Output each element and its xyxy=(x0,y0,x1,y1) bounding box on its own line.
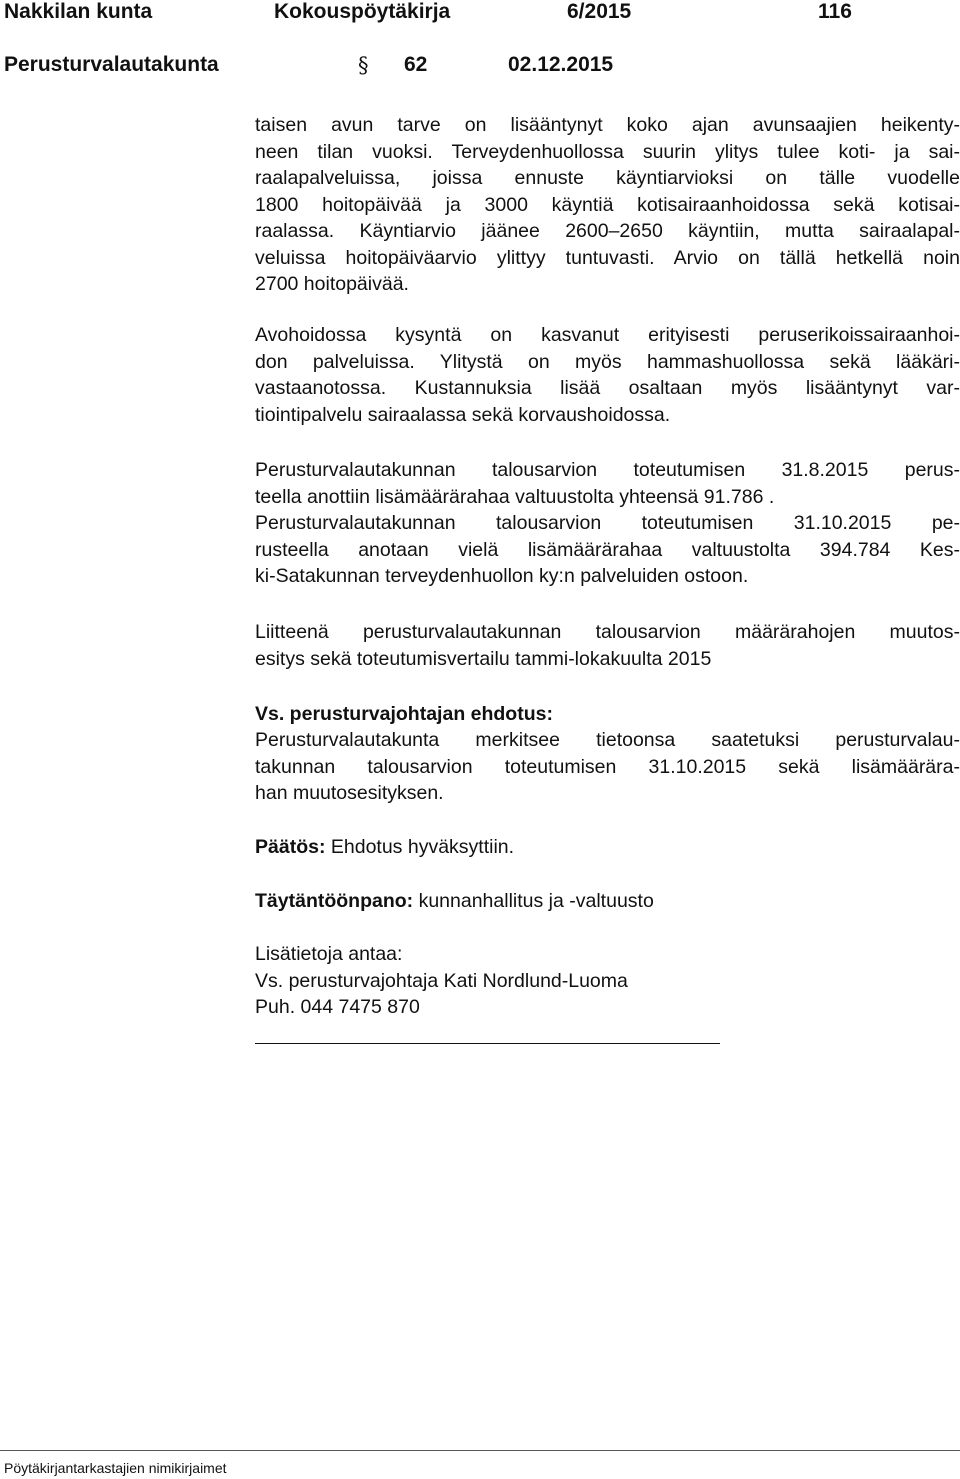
paragraph-4 xyxy=(255,619,960,672)
decision-label: Päätös: xyxy=(255,836,326,858)
text-line: Liitteenä perusturvalautakunnan talousarvion määrärahojen muutos- xyxy=(255,621,960,643)
paragraph-2 xyxy=(255,322,960,428)
text-line: esitys sekä toteutumisvertailu tammi-lokakuulta 2015 xyxy=(255,647,712,670)
footer-initials-label: Pöytäkirjantarkastajien nimikirjaimet xyxy=(4,1460,227,1476)
text-line: Perusturvalautakunta merkitsee tietoonsa saatetuksi perusturvalau- xyxy=(255,729,960,751)
contact-info xyxy=(255,941,960,1021)
paragraph-3 xyxy=(255,457,960,590)
contact-phone: Puh. 044 7475 870 xyxy=(255,996,420,1018)
text-line: 1800 hoitopäivää ja 3000 käyntiä kotisairaanhoidossa sekä kotisai- xyxy=(255,193,960,216)
document-type: Kokouspöytäkirja xyxy=(274,0,451,23)
text-line: Avohoidossa kysyntä on kasvanut erityisesti peruserikoissairaanhoi- xyxy=(255,324,960,346)
text-line: Perusturvalautakunnan talousarvion toteutumisen 31.10.2015 pe- xyxy=(255,512,960,534)
municipality-name: Nakkilan kunta xyxy=(4,0,153,23)
execution-text: kunnanhallitus ja -valtuusto xyxy=(413,890,654,912)
execution-label: Täytäntöönpano: xyxy=(255,890,414,912)
decision xyxy=(255,834,960,861)
text-line: taisen avun tarve on lisääntynyt koko ajan avunsaajien heikenty- xyxy=(255,114,960,136)
text-line: tiointipalvelu sairaalassa sekä korvaushoidossa. xyxy=(255,403,671,426)
footer-divider xyxy=(0,1450,960,1451)
decision-text: Ehdotus hyväksyttiin. xyxy=(325,836,515,858)
text-line: takunnan talousarvion toteutumisen 31.10.2015 sekä lisämäärära- xyxy=(255,755,960,778)
board-name: Perusturvalautakunta xyxy=(4,53,219,76)
text-line: raalapalveluissa, joissa ennuste käyntiarvioksi on tälle vuodelle xyxy=(255,167,960,189)
section-sign-icon: § xyxy=(358,53,369,77)
proposal-text xyxy=(255,727,960,807)
text-line: veluissa hoitopäiväarvio ylittyy tuntuvasti. Arvio on tällä hetkellä noin xyxy=(255,246,960,269)
text-line: don palveluissa. Ylitystä on myös hammashuollossa sekä lääkäri- xyxy=(255,350,960,373)
text-line: ki-Satakunnan terveydenhuollon ky:n palveluiden ostoon. xyxy=(255,565,749,587)
meeting-date: 02.12.2015 xyxy=(508,53,614,76)
contact-person: Vs. perusturvajohtaja Kati Nordlund-Luoma xyxy=(255,969,628,992)
text-line: raalassa. Käyntiarvio jäänee 2600–2650 käyntiin, mutta sairaalapal- xyxy=(255,220,960,242)
page-number: 116 xyxy=(818,0,852,23)
text-line: neen tilan vuoksi. Terveydenhuollossa suurin ylitys tulee koti- ja sai- xyxy=(255,140,960,163)
text-line: han muutosesityksen. xyxy=(255,782,444,804)
contact-label: Lisätietoja antaa: xyxy=(255,943,403,965)
paragraph-1 xyxy=(255,112,960,298)
end-divider xyxy=(255,1043,720,1044)
text-line: Perusturvalautakunnan talousarvion toteutumisen 31.8.2015 perus- xyxy=(255,459,960,481)
proposal-heading: Vs. perusturvajohtajan ehdotus: xyxy=(255,703,553,725)
text-line: 2700 hoitopäivää. xyxy=(255,273,409,295)
text-line: teella anottiin lisämäärärahaa valtuustolta yhteensä 91.786 . xyxy=(255,485,775,508)
execution xyxy=(255,888,960,915)
text-line: vastaanotossa. Kustannuksia lisää osaltaan myös lisääntynyt var- xyxy=(255,377,960,399)
text-line: rusteella anotaan vielä lisämäärärahaa valtuustolta 394.784 Kes- xyxy=(255,538,960,561)
section-number: 62 xyxy=(404,53,428,76)
issue-number: 6/2015 xyxy=(567,0,632,23)
